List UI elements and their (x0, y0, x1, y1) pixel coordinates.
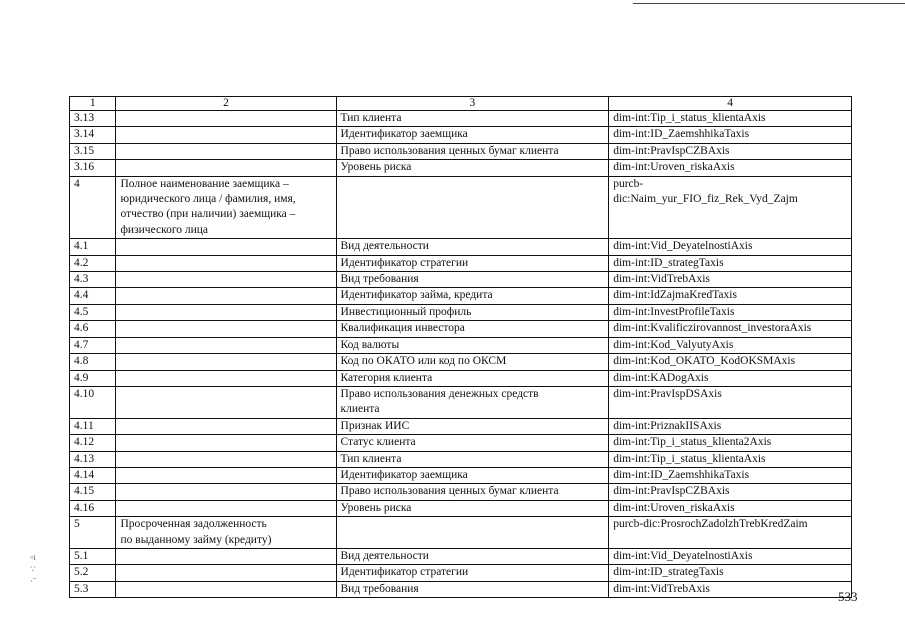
table-row (70, 451, 852, 467)
row-number-cell: 4.1 (70, 239, 116, 255)
table-row (70, 143, 852, 159)
row-number-cell: 4.10 (70, 386, 116, 418)
indicator-name-cell (116, 304, 336, 320)
header-cell-4: 4 (609, 97, 852, 111)
table-row (70, 127, 852, 143)
dimension-name-cell: Идентификатор стратегии (336, 565, 609, 581)
taxonomy-code-cell: dim-int:ID_ZaemshhikaTaxis (609, 467, 852, 483)
dimension-name-cell: Вид деятельности (336, 548, 609, 564)
taxonomy-code-cell: dim-int:KADogAxis (609, 370, 852, 386)
table-row (70, 160, 852, 176)
taxonomy-code-cell: dim-int:Kvalificzirovannost_investoraAxis (609, 321, 852, 337)
row-number-cell: 5 (70, 517, 116, 549)
header-cell-2: 2 (116, 97, 336, 111)
dimension-name-cell: Статус клиента (336, 435, 609, 451)
dimension-name-cell: Вид деятельности (336, 239, 609, 255)
indicator-name-cell (116, 565, 336, 581)
taxonomy-code-cell: dim-int:ID_strategTaxis (609, 255, 852, 271)
indicator-name-cell (116, 354, 336, 370)
indicator-name-cell (116, 386, 336, 418)
page-number: 533 (838, 589, 858, 604)
table-row (70, 581, 852, 597)
row-number-cell: 4.2 (70, 255, 116, 271)
indicator-name-cell (116, 370, 336, 386)
row-number-cell: 4.9 (70, 370, 116, 386)
indicator-name-cell (116, 239, 336, 255)
table-row (70, 304, 852, 320)
taxonomy-code-cell: dim-int:ID_strategTaxis (609, 565, 852, 581)
table-row (70, 255, 852, 271)
table-row (70, 288, 852, 304)
table-header-row (70, 97, 852, 111)
table-row (70, 517, 852, 549)
row-number-cell: 4.12 (70, 435, 116, 451)
table-row (70, 548, 852, 564)
table-row (70, 111, 852, 127)
dimension-name-cell (336, 517, 609, 549)
dimension-name-cell: Уровень риска (336, 500, 609, 516)
dimension-name-cell: Право использования ценных бумаг клиента (336, 484, 609, 500)
table-row (70, 435, 852, 451)
row-number-cell: 4.3 (70, 272, 116, 288)
dimension-name-cell: Код по ОКАТО или код по ОКСМ (336, 354, 609, 370)
indicator-name-cell (116, 484, 336, 500)
taxonomy-code-cell: dim-int:Tip_i_status_klienta2Axis (609, 435, 852, 451)
indicator-name-cell (116, 143, 336, 159)
row-number-cell: 3.16 (70, 160, 116, 176)
table-body (70, 111, 852, 598)
margin-scan-mark: ▫ı (30, 552, 36, 562)
margin-scan-mark: ∵ (30, 564, 36, 574)
taxonomy-code-cell: purcb-dic:ProsrochZadolzhTrebKredZaim (609, 517, 852, 549)
row-number-cell: 4.14 (70, 467, 116, 483)
indicator-name-cell (116, 127, 336, 143)
taxonomy-code-cell: dim-int:IdZajmaKredTaxis (609, 288, 852, 304)
indicator-name-cell (116, 160, 336, 176)
row-number-cell: 3.14 (70, 127, 116, 143)
indicator-name-cell (116, 435, 336, 451)
dimension-name-cell: Вид требования (336, 581, 609, 597)
taxonomy-code-cell: dim-int:VidTrebAxis (609, 272, 852, 288)
table-row (70, 354, 852, 370)
dimension-name-cell (336, 176, 609, 239)
indicator-name-cell (116, 581, 336, 597)
dimension-name-cell: Право использования денежных средств клиента (336, 386, 609, 418)
indicator-name-cell (116, 451, 336, 467)
taxonomy-code-cell: dim-int:Tip_i_status_klientaAxis (609, 111, 852, 127)
dimension-name-cell: Признак ИИС (336, 418, 609, 434)
table-row (70, 370, 852, 386)
row-number-cell: 4 (70, 176, 116, 239)
row-number-cell: 3.15 (70, 143, 116, 159)
table-row (70, 500, 852, 516)
dimension-name-cell: Уровень риска (336, 160, 609, 176)
table-row (70, 467, 852, 483)
taxonomy-code-cell: dim-int:InvestProfileTaxis (609, 304, 852, 320)
indicator-name-cell (116, 337, 336, 353)
table-row (70, 484, 852, 500)
dimension-name-cell: Вид требования (336, 272, 609, 288)
row-number-cell: 4.15 (70, 484, 116, 500)
taxonomy-code-cell: dim-int:Kod_ValyutyAxis (609, 337, 852, 353)
dimension-name-cell: Тип клиента (336, 111, 609, 127)
taxonomy-code-cell: dim-int:Kod_OKATO_KodOKSMAxis (609, 354, 852, 370)
dimension-name-cell: Категория клиента (336, 370, 609, 386)
row-number-cell: 4.7 (70, 337, 116, 353)
dimension-name-cell: Идентификатор стратегии (336, 255, 609, 271)
indicator-name-cell: Просроченная задолженность по выданному займу (кредиту) (116, 517, 336, 549)
header-cell-1: 1 (70, 97, 116, 111)
table-row (70, 239, 852, 255)
table-row (70, 565, 852, 581)
table-row (70, 321, 852, 337)
dimension-name-cell: Квалификация инвестора (336, 321, 609, 337)
taxonomy-mapping-table (69, 96, 852, 598)
taxonomy-code-cell: dim-int:PravIspDSAxis (609, 386, 852, 418)
taxonomy-code-cell: dim-int:Vid_DeyatelnostiAxis (609, 239, 852, 255)
row-number-cell: 4.5 (70, 304, 116, 320)
taxonomy-code-cell: dim-int:PriznakIISAxis (609, 418, 852, 434)
table-row (70, 176, 852, 239)
dimension-name-cell: Идентификатор заемщика (336, 127, 609, 143)
table-row (70, 386, 852, 418)
margin-scan-mark: ·ˉ (30, 576, 36, 586)
indicator-name-cell: Полное наименование заемщика – юридического лица / фамилия, имя, отчество (при наличии) заемщика – физического лица (116, 176, 336, 239)
indicator-name-cell (116, 111, 336, 127)
indicator-name-cell (116, 321, 336, 337)
table-row (70, 337, 852, 353)
taxonomy-code-cell: dim-int:Uroven_riskaAxis (609, 160, 852, 176)
row-number-cell: 4.13 (70, 451, 116, 467)
indicator-name-cell (116, 255, 336, 271)
taxonomy-code-cell: dim-int:Tip_i_status_klientaAxis (609, 451, 852, 467)
row-number-cell: 5.2 (70, 565, 116, 581)
taxonomy-code-cell: dim-int:VidTrebAxis (609, 581, 852, 597)
row-number-cell: 3.13 (70, 111, 116, 127)
indicator-name-cell (116, 500, 336, 516)
indicator-name-cell (116, 418, 336, 434)
taxonomy-code-cell: dim-int:PravIspCZBAxis (609, 143, 852, 159)
dimension-name-cell: Тип клиента (336, 451, 609, 467)
row-number-cell: 5.3 (70, 581, 116, 597)
taxonomy-code-cell: purcb- dic:Naim_yur_FIO_fiz_Rek_Vyd_Zajm (609, 176, 852, 239)
dimension-name-cell: Право использования ценных бумаг клиента (336, 143, 609, 159)
taxonomy-code-cell: dim-int:ID_ZaemshhikaTaxis (609, 127, 852, 143)
table-row (70, 418, 852, 434)
dimension-name-cell: Идентификатор заемщика (336, 467, 609, 483)
indicator-name-cell (116, 548, 336, 564)
row-number-cell: 4.4 (70, 288, 116, 304)
row-number-cell: 4.8 (70, 354, 116, 370)
indicator-name-cell (116, 467, 336, 483)
taxonomy-code-cell: dim-int:Vid_DeyatelnostiAxis (609, 548, 852, 564)
table-row (70, 272, 852, 288)
row-number-cell: 4.6 (70, 321, 116, 337)
taxonomy-code-cell: dim-int:PravIspCZBAxis (609, 484, 852, 500)
indicator-name-cell (116, 272, 336, 288)
taxonomy-code-cell: dim-int:Uroven_riskaAxis (609, 500, 852, 516)
indicator-name-cell (116, 288, 336, 304)
row-number-cell: 4.11 (70, 418, 116, 434)
dimension-name-cell: Инвестиционный профиль (336, 304, 609, 320)
row-number-cell: 4.16 (70, 500, 116, 516)
dimension-name-cell: Код валюты (336, 337, 609, 353)
top-scan-rule (633, 3, 905, 4)
dimension-name-cell: Идентификатор займа, кредита (336, 288, 609, 304)
row-number-cell: 5.1 (70, 548, 116, 564)
header-cell-3: 3 (336, 97, 609, 111)
